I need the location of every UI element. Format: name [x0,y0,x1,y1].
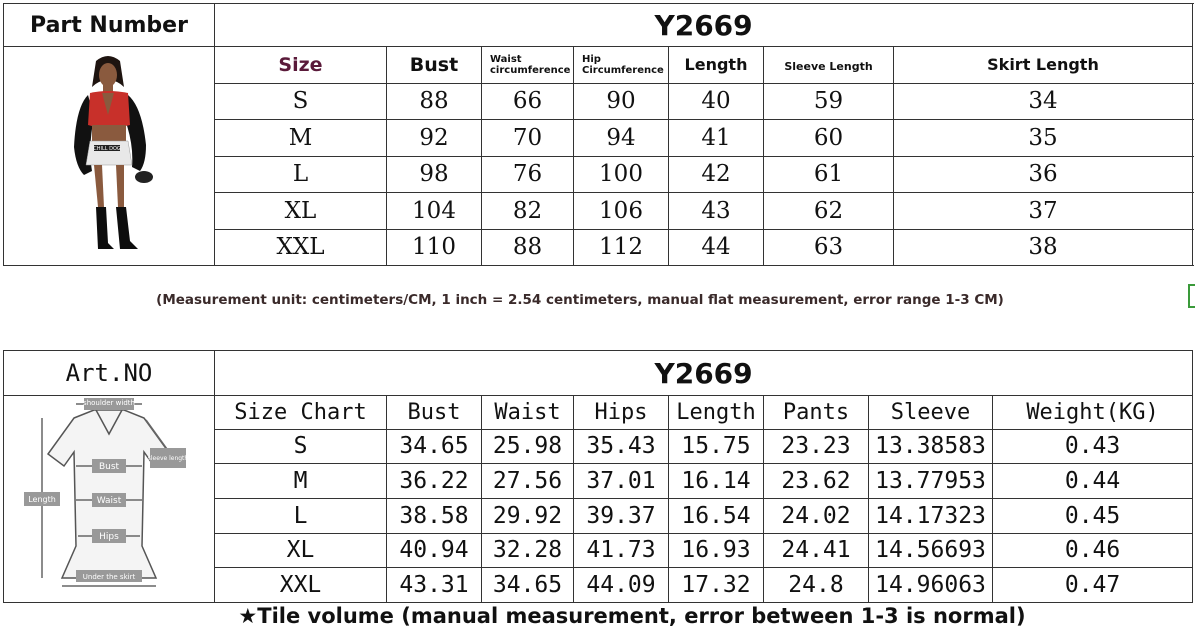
header-length: Length [669,396,764,430]
cell: S [215,83,387,120]
cell: 23.62 [764,464,869,499]
cell: 29.92 [482,498,574,533]
label-sleeve: sleeve length [147,455,189,462]
cell: 35 [894,120,1193,157]
cell: 61 [764,156,894,193]
cell: 104 [387,193,482,230]
cell: 36 [894,156,1193,193]
label-shoulder: shoulder width [83,399,135,407]
cell: 92 [387,120,482,157]
header-hip: Hip Circumference [574,47,669,84]
header-bust: Bust [387,47,482,84]
cell: 34 [894,83,1193,120]
cell: XXL [215,568,387,603]
cell: M [215,464,387,499]
cell: 110 [387,229,482,266]
cell: 44 [669,229,764,266]
header-sleeve: Sleeve Length [764,47,894,84]
cell: 34.65 [482,568,574,603]
header-size: Size [215,47,387,84]
cell: XXL [215,229,387,266]
part-number-label: Part Number [4,4,215,47]
skirt-logo-text: CHILL DOG [93,146,121,152]
label-length: Length [28,495,56,504]
cell: 0.45 [993,498,1193,533]
cell: 37.01 [574,464,669,499]
cell: M [215,120,387,157]
cell: 98 [387,156,482,193]
dress-diagram [4,396,215,603]
cell: 24.8 [764,568,869,603]
cell: 16.93 [669,533,764,568]
cell: 23.23 [764,429,869,464]
cell: 100 [574,156,669,193]
cell: 14.96063 [869,568,993,603]
cell: 25.98 [482,429,574,464]
size-table-cm [3,3,1193,266]
cell: 36.22 [387,464,482,499]
label-under-skirt: Under the skirt [82,573,136,581]
cell: 0.47 [993,568,1193,603]
cell: 88 [482,229,574,266]
header-skirt: Skirt Length [894,47,1193,84]
header-weight: Weight(KG) [993,396,1193,430]
cell: 63 [764,229,894,266]
cell: 13.77953 [869,464,993,499]
cell: XL [215,533,387,568]
model-photo [4,47,215,266]
cell: 16.14 [669,464,764,499]
cell: 106 [574,193,669,230]
header-bust: Bust [387,396,482,430]
cell: 14.56693 [869,533,993,568]
header-sleeve: Sleeve [869,396,993,430]
cell: 59 [764,83,894,120]
measurement-note: (Measurement unit: centimeters/CM, 1 inch = 2.54 centimeters, manual flat measurement, error range 1-3 CM) [156,292,1004,308]
cell: 32.28 [482,533,574,568]
cell: 38 [894,229,1193,266]
cell: 43.31 [387,568,482,603]
cell: 76 [482,156,574,193]
cell: 0.43 [993,429,1193,464]
cell: 44.09 [574,568,669,603]
cell: 15.75 [669,429,764,464]
label-bust: Bust [98,462,120,472]
cell: L [215,498,387,533]
cell: S [215,429,387,464]
cell: 0.46 [993,533,1193,568]
tile-volume-note: ★Tile volume (manual measurement, error between 1-3 is normal) [238,604,1026,628]
cell: 82 [482,193,574,230]
cell: 90 [574,83,669,120]
cell: 13.38583 [869,429,993,464]
cell: 34.65 [387,429,482,464]
cell: 16.54 [669,498,764,533]
cell: 94 [574,120,669,157]
art-code: Y2669 [215,351,1193,396]
cell: 38.58 [387,498,482,533]
cell: 40.94 [387,533,482,568]
cell: 40 [669,83,764,120]
header-waist: Waist circumference [482,47,574,84]
cell: 27.56 [482,464,574,499]
cell: XL [215,193,387,230]
label-hips: Hips [99,532,119,542]
cell: 17.32 [669,568,764,603]
header-hips: Hips [574,396,669,430]
cell: 66 [482,83,574,120]
header-size-chart: Size Chart [215,396,387,430]
cell: 112 [574,229,669,266]
cell: 41 [669,120,764,157]
cell: 14.17323 [869,498,993,533]
art-number-label: Art.NO [4,351,215,396]
cell: 35.43 [574,429,669,464]
cell: 37 [894,193,1193,230]
size-table-inch [3,350,1193,603]
cell: 88 [387,83,482,120]
cell: 60 [764,120,894,157]
cell: 42 [669,156,764,193]
header-pants: Pants [764,396,869,430]
cell: 24.02 [764,498,869,533]
cell: 39.37 [574,498,669,533]
cell: 41.73 [574,533,669,568]
cell: 43 [669,193,764,230]
label-waist: Waist [96,496,122,506]
cell: 0.44 [993,464,1193,499]
cell: L [215,156,387,193]
cell: 70 [482,120,574,157]
bracket-mark [1188,284,1195,308]
header-length: Length [669,47,764,84]
header-waist: Waist [482,396,574,430]
cell: 62 [764,193,894,230]
cell: 24.41 [764,533,869,568]
part-code: Y2669 [215,4,1193,47]
